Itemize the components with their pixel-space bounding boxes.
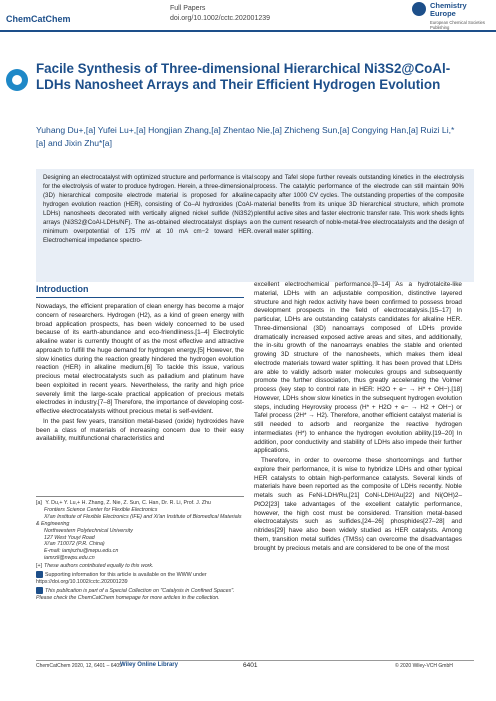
paragraph: excellent electrochemical performance.[9–14] As a hydrotalcite-like material, LDHs with an adjustable composition, distinctive layered structure and high redox activity have been confirmed to possess broad development prospects in the field of electrocatalysis.[15–17] In particular, LDHs are outstanding catalysts candidates for alkaline HER. Three-dimensional (3D) nanoarrays composed of LDHs provide dramatically increased exposed active areas and sites, and additionally, the in-situ growth of the nanoarrays enables the stable and oriented growing 3D structure of the nanosheets, which makes them ideal electrode materials toward water splitting. It has been proved that LDHs are able to validly adsorb water molecules groups and subsequently promote the further dissociation, thus greatly accelerating the Volmer process (key step to control rate in HER: H2O + e− → H* + OH−).[18] However, LDHs show slow kinetics in the subsequent hydrogen evolution steps, including Heyrovsky process (H* + H2O + e− → H2 + OH−) or Tafel process (2H* → H2). Therefore, another efficient catalyst material is still needed to adsorb and reorganize the reactive hydrogen intermediates (H*) to enhance the hydrogen evolution ability.[19–20] In addition, poor conductivity and stability of LDHs also impede their further applications. bbox=[254, 281, 462, 455]
section-rule bbox=[36, 297, 244, 298]
affiliation-email[interactable]: E-mail: iamjxzhu@nwpu.edu.cn bbox=[44, 548, 119, 555]
article-title: Facile Synthesis of Three-dimensional Hierarchical Ni3S2@CoAl-LDHs Nanosheet Arrays and Their Efficient Hydrogen Evolution bbox=[36, 61, 451, 93]
journal-name: ChemCatChem bbox=[6, 14, 71, 24]
footer-rule bbox=[36, 660, 474, 661]
affiliation-line: Xi'an 710072 (P.R. China) bbox=[44, 541, 105, 548]
publisher-subtitle: European Chemical Societies Publishing bbox=[430, 20, 485, 30]
body-left-column bbox=[36, 303, 244, 445]
paragraph: Nowadays, the efficient preparation of clean energy has become a major concern of researchers. Hydrogen (H2), as a kind of green energy with broad application prospects, has been widely concerned to be used because of its earth-abundance and eco-friendliness.[1–4] Electrolytic alkaline water is currently thought of as the most effective and attractive approach to fulfill the huge demand for hydrogen energy.[5] However, the slow kinetics during the reaction greatly hindered the hydrogen evolution reaction (HER) in alkaline medium.[6] To tackle this issue, various precious metal electrocatalysts such as palladium and platinum have been exploited in recent years. Nevertheless, the rarity and high price severely limit the large-scale practical application of precious metals electrodes in industry.[7–8] Therefore, the importance of developing cost-effective electrocatalysts without precious metal is self-evident. bbox=[36, 303, 244, 415]
affiliation-footnote bbox=[36, 500, 246, 562]
crossmark-icon[interactable] bbox=[6, 69, 28, 91]
contribution-note: These authors contributed equally to this work. bbox=[44, 563, 154, 570]
footer-citation: ChemCatChem 2020, 12, 6401 – 6409 bbox=[36, 663, 122, 669]
section-heading-introduction: Introduction bbox=[36, 284, 89, 294]
abstract-left-column: Designing an electrocatalyst with optimized structure and performance is vital for the electrolysis of water to produce hydrogen. Herein, a three-dimensional (3D) hierarchical composite electrode material is proposed for alkaline hydrogen evolution reaction (HER), consisting of Co–Al hydroxides (CoAl-LDHs) nanosheets decorated with vertically aligned nickel sulfide (Ni3S2) arrays (Ni3S2@CoAl-LDHs/NF). The as-obtained electrocatalyst displays a minimum overpotential of 175 mV at 10 mA cm−2 toward HER. Electrochemical impedance spectro- bbox=[43, 174, 253, 245]
affiliation-line: Xi'an Institute of Flexible Electronics (IFE) and Xi'an Institute of Biomedical Materials & Engineering bbox=[36, 513, 242, 527]
paragraph: Therefore, in order to overcome these shortcomings and further explore their performance, it is wise to hybridize LDHs and other typical HER catalysts to obtain high-performance catalysts. Several kinds of materials have been reported as the composite of LDHs recently. Noble metals such as FeNi-LDH/Ru,[21] CoNi-LDH/Au[22] and Ni(OH)2–PtO2[23] take advantages of the excellent catalytic performance, however, the high cost must be considered. Transition metal-based electrocatalysts such as sulfides,[24–26] phosphides[27–28] and nitrides[29] have also been widely studied as HER catalysts. Among them, transition metal sulfides (TMSs) can overcome the disadvantages brought by precious metals and are considered to be one of the most bbox=[254, 457, 462, 552]
author-list: Yuhang Du+,[a] Yufei Lu+,[a] Hongjian Zhang,[a] Zhentao Nie,[a] Zhicheng Sun,[a] Congying Han,[a] Ruizi Li,*[a] and Jixin Zhu*[a] bbox=[36, 125, 455, 148]
affiliation-line: Northwestern Polytechnical University bbox=[44, 527, 133, 534]
footer-copyright: © 2020 Wiley-VCH GmbH bbox=[395, 663, 453, 669]
affiliation-email[interactable]: iamrzli@nwpu.edu.cn bbox=[44, 555, 95, 562]
page-number: 6401 bbox=[243, 662, 258, 669]
affiliation-line: 127 West Youyi Road bbox=[44, 534, 95, 541]
affiliation-mark: [a] bbox=[36, 500, 42, 506]
supporting-info-note[interactable]: Supporting information for this article is available on the WWW under https://doi.org/10.1002/cctc.202001239 bbox=[36, 571, 207, 585]
supporting-info-icon bbox=[36, 571, 43, 578]
publisher-logo-icon bbox=[412, 2, 426, 16]
special-collection-icon bbox=[36, 587, 43, 594]
footnotes bbox=[36, 500, 246, 603]
header-rule bbox=[0, 30, 496, 32]
publisher-name: Chemistry Europe bbox=[430, 1, 467, 18]
body-right-column bbox=[254, 281, 462, 554]
footnote-rule bbox=[36, 496, 244, 497]
special-collection-note: This publication is part of a Special Collection on "Catalysis in Confined Spaces". Please check the ChemCatChem homepage for more articles in the collection. bbox=[36, 587, 235, 601]
contribution-footnote bbox=[36, 563, 246, 570]
abstract-right-column: scopy and Tafel slope further reveals outstanding kinetics in the electrolysis process. The catalytic performance of the electrode can still maintain 90% capacity after 1000 CV cycles. The outstanding properties of the composite material benefits from its unique 3D hierarchical structure, which promote plentiful active sites and faster electronic transfer rate. This work sheds lights on the current research of noble-metal-free electrocatalysts and the design of overall water splitting. bbox=[254, 174, 464, 236]
special-collection-footnote bbox=[36, 587, 246, 602]
footer-library-link[interactable]: Wiley Online Library bbox=[120, 662, 178, 668]
article-type: Full Papers bbox=[170, 5, 206, 12]
affiliation-line: Frontiers Science Center for Flexible Electronics bbox=[44, 506, 158, 513]
supporting-info-footnote bbox=[36, 571, 246, 586]
contribution-mark: [+] bbox=[36, 563, 43, 570]
paragraph: In the past few years, transition metal-based (oxide) hydroxides have been a class of materials of increasing concern due to their easy availability, multifunctional characteristics and bbox=[36, 417, 244, 443]
doi-link[interactable]: doi.org/10.1002/cctc.202001239 bbox=[170, 15, 271, 22]
affiliation-line: Y. Du,+ Y. Lu,+ H. Zhang, Z. Nie, Z. Sun, C. Han, Dr. R. Li, Prof. J. Zhu bbox=[45, 500, 211, 506]
crossmark-center bbox=[12, 75, 22, 85]
